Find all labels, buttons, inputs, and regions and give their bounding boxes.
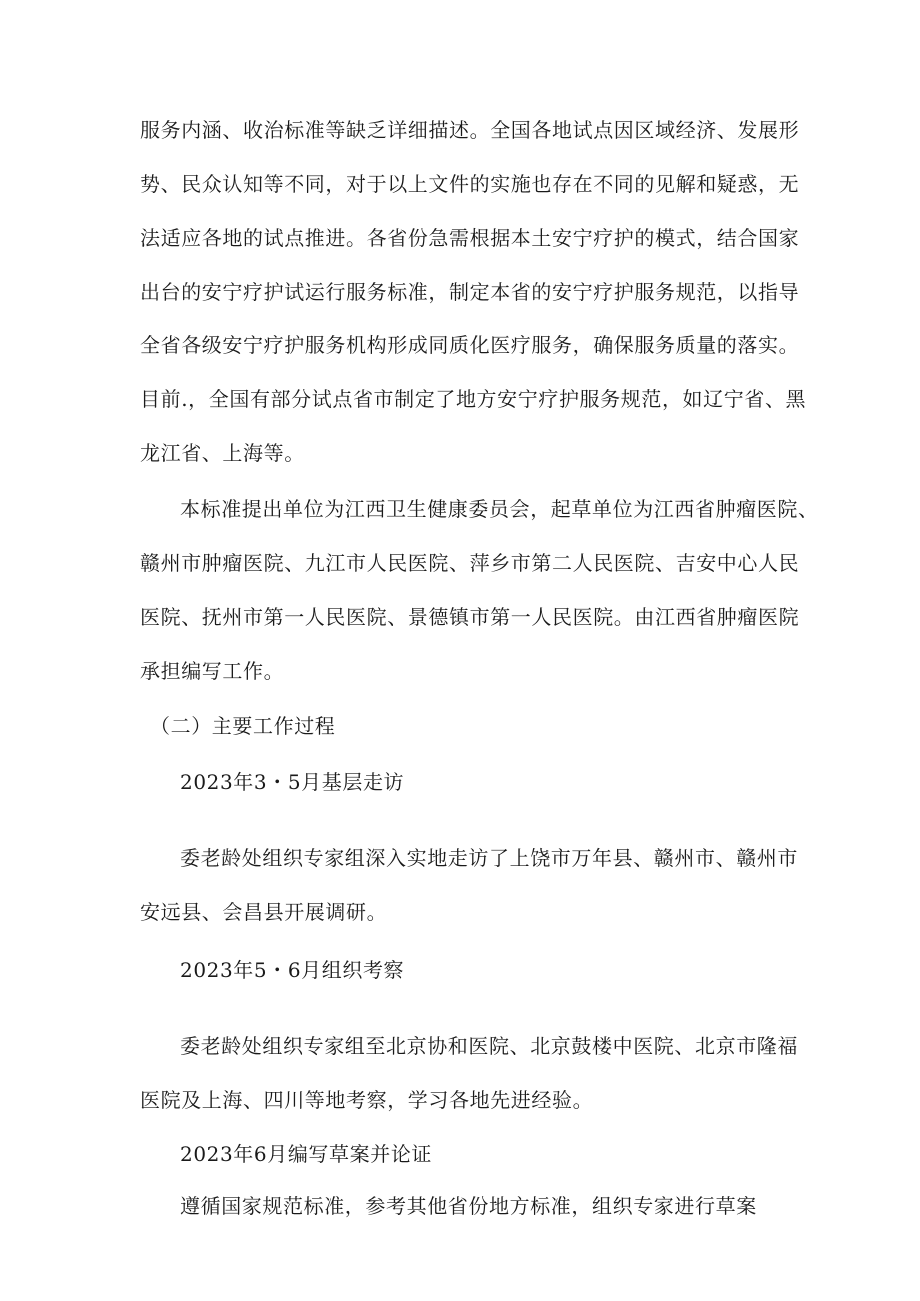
paragraph-line: 委老龄处组织专家组至北京协和医院、北京鼓楼中医院、北京市隆福 bbox=[180, 1034, 798, 1058]
paragraph-line: 安远县、会昌县开展调研。 bbox=[140, 900, 388, 924]
paragraph-line: 目前.，全国有部分试点省市制定了地方安宁疗护服务规范，如辽宁省、黑 bbox=[140, 387, 807, 411]
step-title: 2023年6月编写草案并论证 bbox=[180, 1142, 433, 1166]
paragraph-line: 本标准提出单位为江西卫生健康委员会，起草单位为江西省肿瘤医院、 bbox=[180, 497, 819, 521]
step-title: 2023年5・6月组织考察 bbox=[180, 958, 405, 982]
paragraph-line: 医院及上海、四川等地考察，学习各地先进经验。 bbox=[140, 1088, 594, 1112]
paragraph-line: 承担编写工作。 bbox=[140, 659, 285, 683]
paragraph-line: 医院、抚州市第一人民医院、景德镇市第一人民医院。由江西省肿瘤医院 bbox=[140, 605, 800, 629]
paragraph-line: 遵循国家规范标准，参考其他省份地方标准，组织专家进行草案 bbox=[180, 1194, 757, 1218]
paragraph-line: 法适应各地的试点推进。各省份急需根据本土安宁疗护的模式，结合国家 bbox=[140, 226, 800, 250]
paragraph-line: 赣州市肿瘤医院、九江市人民医院、萍乡市第二人民医院、吉安中心人民 bbox=[140, 551, 800, 575]
section-heading: （二）主要工作过程 bbox=[150, 714, 336, 738]
step-title: 2023年3・5月基层走访 bbox=[180, 770, 405, 794]
paragraph-line: 服务内涵、收治标准等缺乏详细描述。全国各地试点因区域经济、发展形 bbox=[140, 118, 800, 142]
paragraph-line: 全省各级安宁疗护服务机构形成同质化医疗服务，确保服务质量的落实。 bbox=[140, 333, 800, 357]
paragraph-line: 出台的安宁疗护试运行服务标准，制定本省的安宁疗护服务规范，以指导 bbox=[140, 280, 800, 304]
paragraph-line: 势、民众认知等不同，对于以上文件的实施也存在不同的见解和疑惑，无 bbox=[140, 172, 800, 196]
paragraph-line: 龙江省、上海等。 bbox=[140, 441, 305, 465]
paragraph-line: 委老龄处组织专家组深入实地走访了上饶市万年县、赣州市、赣州市 bbox=[180, 846, 798, 870]
